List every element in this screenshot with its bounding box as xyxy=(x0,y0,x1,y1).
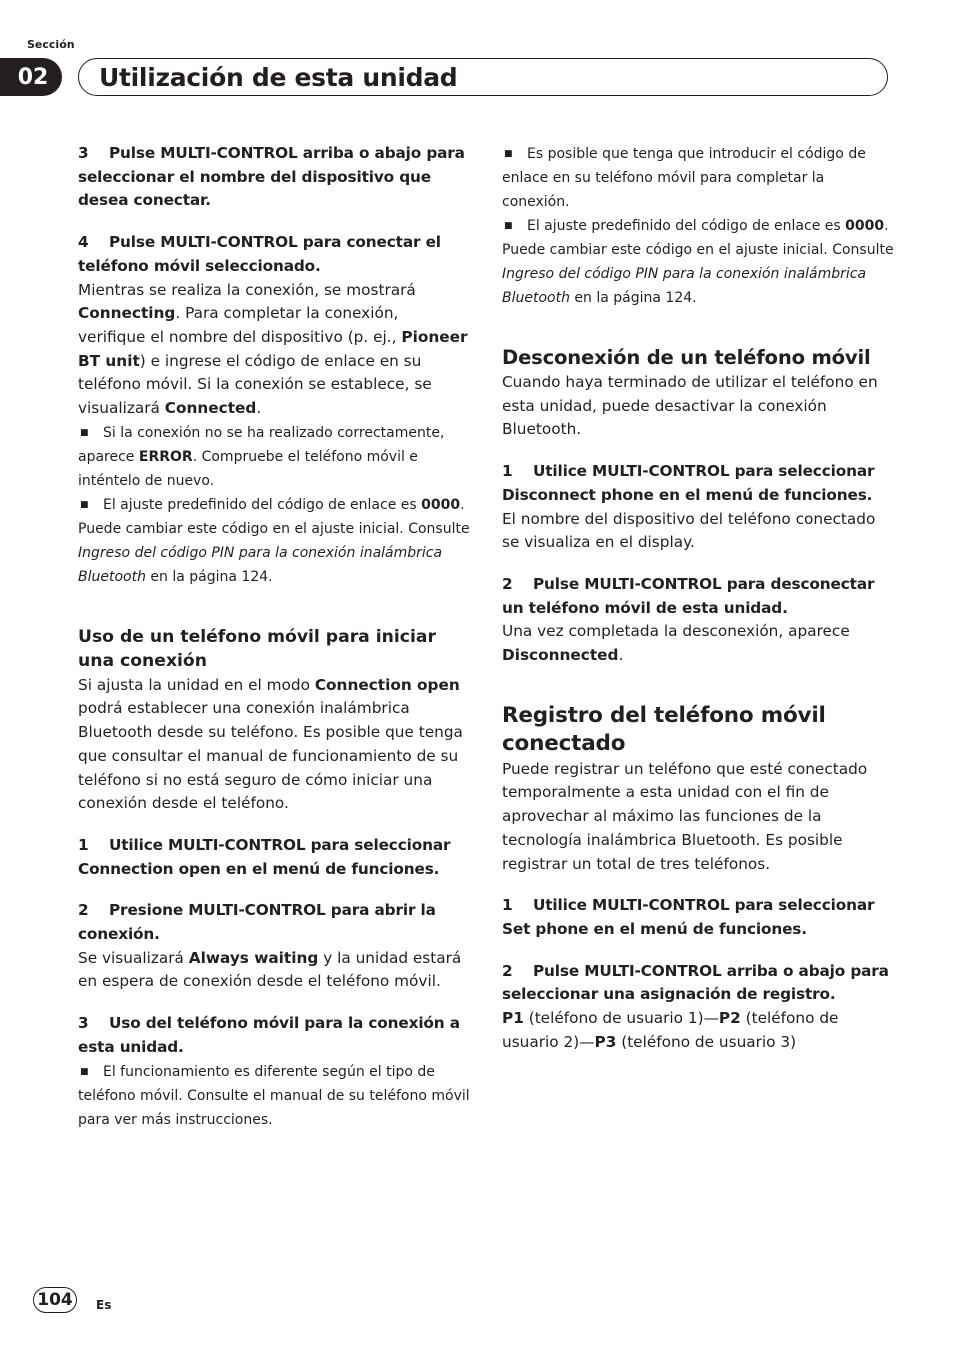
step-2-open-connection: 2 Presione MULTI-CONTROL para abrir la conexión. xyxy=(78,901,436,944)
chapter-title xyxy=(78,58,888,96)
disconnect-description: Cuando haya terminado de utilizar el teléfono en esta unidad, puede desactivar la conexión Bluetooth. xyxy=(502,373,878,439)
note-default-link-code: ■ El ajuste predefinido del código de enlace es 0000. Puede cambiar este código en el ajuste inicial. Consulte Ingreso del código PIN para la conexión inalámbrica Bluetooth en la página 124. xyxy=(78,493,470,589)
subheading-initiate-from-phone: Uso de un teléfono móvil para iniciar una conexión xyxy=(78,626,436,672)
step-2-description: Se visualizará Always waiting y la unidad estará en espera de conexión desde el teléfono móvil. xyxy=(78,948,462,991)
step-4-description: Mientras se realiza la conexión, se mostrará Connecting. Para completar la conexión, verifique el nombre del dispositivo (p. ej., Pioneer BT unit) e ingrese el código de enlace en su teléfono móvil. Si la conexión se establece, se visualizará Connected. xyxy=(78,280,468,418)
language-label: Es xyxy=(96,1298,112,1312)
register-description: Puede registrar un teléfono que esté conectado temporalmente a esta unidad con el fin de aprovechar al máximo las funciones de la tecnología inalámbrica Bluetooth. Es posible registrar un total de tres teléfonos. xyxy=(502,759,868,873)
bullet-icon: ■ xyxy=(504,149,513,159)
right-column xyxy=(502,142,894,1054)
step-1-connection-open: 1 Utilice MULTI-CONTROL para seleccionar Connection open en el menú de funciones. xyxy=(78,835,451,878)
page-number-badge: 104 xyxy=(33,1287,77,1313)
note-connection-error: ■ Si la conexión no se ha realizado correctamente, aparece ERROR. Compruebe el teléfono móvil e inténtelo de nuevo. xyxy=(78,421,470,493)
bullet-icon: ■ xyxy=(80,1066,89,1077)
step-1-set-phone: 1 Utilice MULTI-CONTROL para seleccionar Set phone en el menú de funciones. xyxy=(502,896,875,938)
step-2-disconnect-description: Una vez completada la desconexión, aparece Disconnected. xyxy=(502,622,850,665)
step-2-assignment-options: P1 (teléfono de usuario 1)—P2 (teléfono de usuario 2)—P3 (teléfono de usuario 3) xyxy=(502,1009,839,1051)
step-3-select-device: 3 Pulse MULTI-CONTROL arriba o abajo para seleccionar el nombre del dispositivo que desea conectar. xyxy=(78,144,465,210)
step-3-use-phone: 3 Uso del teléfono móvil para la conexión a esta unidad. xyxy=(78,1014,460,1056)
note-enter-link-code: ■ Es posible que tenga que introducir el código de enlace en su teléfono móvil para completar la conexión. xyxy=(502,142,894,214)
heading-register-phone: Registro del teléfono móvil conectado xyxy=(502,702,826,756)
chapter-title-text: Utilización de esta unidad xyxy=(99,62,458,92)
left-column xyxy=(78,142,470,1132)
note-operation-varies: ■ El funcionamiento es diferente según el tipo de teléfono móvil. Consulte el manual de su teléfono móvil para ver más instrucciones. xyxy=(78,1060,470,1132)
section-number-badge: 02 xyxy=(0,58,62,96)
step-2-disconnect: 2 Pulse MULTI-CONTROL para desconectar un teléfono móvil de esta unidad. xyxy=(502,574,875,617)
step-4-connect-phone: 4 Pulse MULTI-CONTROL para conectar el teléfono móvil seleccionado. xyxy=(78,233,441,275)
subheading-description: Si ajusta la unidad en el modo Connection open podrá establecer una conexión inalámbrica Bluetooth desde su teléfono. Es posible que tenga que consultar el manual de funcionamiento de su teléfono si no está seguro de cómo iniciar una conexión desde el teléfono. xyxy=(78,675,463,813)
note-default-link-code-right: ■ El ajuste predefinido del código de enlace es 0000. Puede cambiar este código en el ajuste inicial. Consulte Ingreso del código PIN para la conexión inalámbrica Bluetooth en la página 124. xyxy=(502,214,894,310)
bullet-icon: ■ xyxy=(80,427,89,438)
bullet-icon: ■ xyxy=(504,221,513,231)
step-1-disconnect-phone: 1 Utilice MULTI-CONTROL para seleccionar Disconnect phone en el menú de funciones. xyxy=(502,462,875,504)
bullet-icon: ■ xyxy=(80,499,89,510)
step-1-disconnect-description: El nombre del dispositivo del teléfono conectado se visualiza en el display. xyxy=(502,509,876,552)
section-label: Sección xyxy=(27,38,75,51)
step-2-select-assignment: 2 Pulse MULTI-CONTROL arriba o abajo para seleccionar una asignación de registro. xyxy=(502,961,889,1004)
heading-disconnect-phone: Desconexión de un teléfono móvil xyxy=(502,346,871,369)
